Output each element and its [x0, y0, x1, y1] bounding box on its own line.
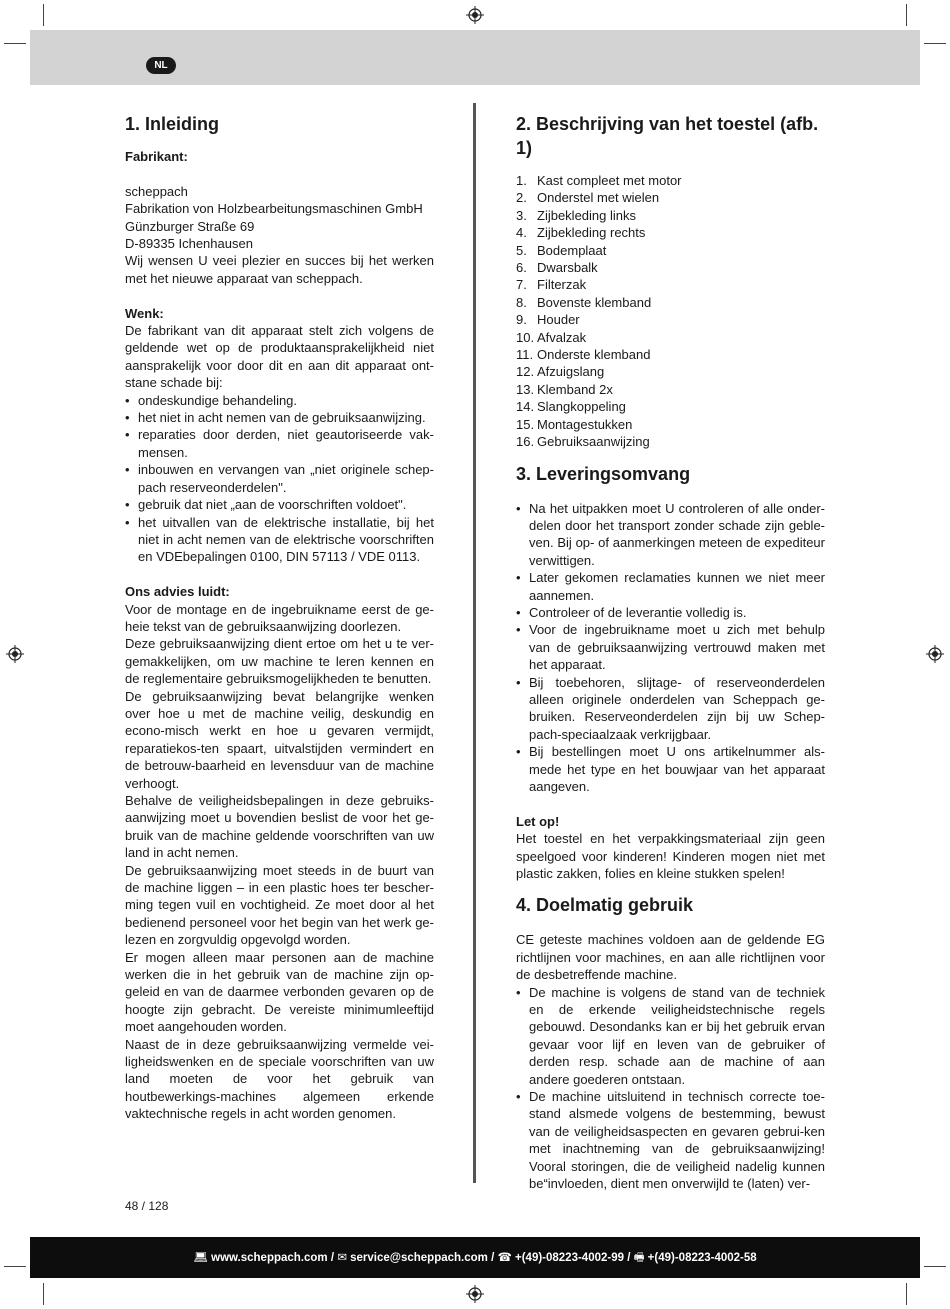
section-2-figure-ref: (afb. 1) [516, 114, 819, 158]
item-text: Zijbekleding rechts [537, 225, 646, 241]
list-item [516, 329, 825, 346]
item-number: 8. [516, 294, 527, 310]
item-text: Onderste klemband [537, 347, 651, 363]
mail-icon: ✉︎ [337, 1252, 347, 1264]
attention-text: Het toestel en het verpakkingsmateriaal zijn geen speelgoed voor kinderen! Kinderen mogen niet met plastic zakken, folies en kleine stukken spelen! [516, 831, 825, 882]
list-item: • ondeskundige behandeling. [125, 392, 434, 409]
separator: / [487, 1252, 498, 1264]
item-number: 11. [516, 347, 534, 363]
registration-mark-icon [926, 645, 944, 663]
right-column [516, 112, 825, 1193]
list-item: • Voor de ingebruikname moet u zich met behulp van de gebruiksaanwijzing vertrouwd maken met het apparaat. [516, 621, 825, 673]
item-number: 13. [516, 381, 535, 397]
phone-number: +(49)-08223-4002-99 [515, 1252, 625, 1264]
attention-label: Let op! [516, 813, 560, 829]
liability-list [125, 392, 434, 566]
list-item: • gebruik dat niet „aan de voorschriften voldoet". [125, 496, 434, 513]
list-item [516, 346, 825, 363]
list-item: • De machine uitsluitend in technisch correcte toe-stand alsmede volgens de bestemming, bewust van de veiligheidsaspecten en gevaren gebrui-ken met inachtneming van de gebruiksaanwijzing! Vooral storingen, die de veiligheid nadelig kunnen be“invloeden, dient men onverwijld te (laten) ver- [516, 1088, 825, 1192]
list-item [516, 189, 825, 206]
item-text: Montagestukken [537, 416, 633, 432]
section-4-intro: CE geteste machines voldoen aan de geldende EG richtlijnen voor machines, en aan alle richtlijnen voor de desbetreffende machine. [516, 932, 825, 983]
left-column [125, 112, 434, 1123]
item-text: Dwarsbalk [537, 260, 598, 276]
list-item: • het niet in acht nemen van de gebruiksaanwijzing. [125, 409, 434, 426]
parts-list [516, 172, 825, 451]
registration-mark-icon [6, 645, 24, 663]
advice-paragraph: Er mogen alleen maar personen aan de machine werken die in het gebruik van de machine zijn op-geleid en van de daarmee verbonden gevaren op de hoogte zijn gebracht. De vereiste minimumleeftijd moet aangehouden worden. [125, 949, 434, 1035]
list-item: • Later gekomen reclamaties kunnen we niet meer aannemen. [516, 569, 825, 604]
crop-mark [924, 43, 946, 44]
item-number: 10. [516, 329, 535, 345]
item-text: Bovenste klemband [537, 294, 652, 310]
item-text: Filterzak [537, 277, 587, 293]
section-1-title: 1. Inleiding [125, 114, 220, 134]
note-label: Wenk: [125, 305, 164, 321]
list-item: • De machine is volgens de stand van de techniek en de erkende veiligheidstechnische regels gebouwd. Desondanks kan er bij het gebruik ervan gevaar voor lijf en leven van de gebruiker of derden resp. schade aan de machine of aan andere goederen ontstaan. [516, 984, 825, 1088]
page-number: 48 / 128 [125, 1199, 169, 1213]
list-item [516, 259, 825, 276]
list-item: • Na het uitpakken moet U controleren of alle onder-delen door het transport zonder schade zijn geble-ven. Bij op- of aanmerkingen meteen de expediteur verwittigen. [516, 500, 825, 570]
section-2-title [516, 112, 825, 160]
item-number: 16. [516, 434, 535, 450]
list-item: • het uitvallen van de elektrische installatie, bij het niet in acht nemen van de elektrische voorschriften en VDEbepalingen 0100, DIN 57113 / VDE 0113. [125, 514, 434, 566]
phone-icon: ☎ [497, 1252, 512, 1264]
list-item: • reparaties door derden, niet geautoriseerde vak-mensen. [125, 426, 434, 461]
advice-label: Ons advies luidt: [125, 584, 230, 600]
item-text: Bodemplaat [537, 242, 607, 258]
crop-mark [906, 4, 907, 26]
language-badge: NL [146, 57, 176, 74]
section-3-title: 3. Leveringsomvang [516, 463, 691, 484]
crop-mark [4, 1266, 26, 1267]
item-text: Klemband 2x [537, 381, 613, 397]
website-link[interactable]: www.scheppach.com [211, 1252, 328, 1264]
item-text: Zijbekleding links [537, 207, 636, 223]
item-text: Afzuigslang [537, 364, 605, 380]
manufacturer-label: Fabrikant: [125, 149, 188, 164]
list-item [516, 207, 825, 224]
item-number: 2. [516, 190, 527, 206]
section-4-title: 4. Doelmatig gebruik [516, 895, 694, 916]
crop-mark [906, 1283, 907, 1305]
item-text: Gebruiksaanwijzing [537, 434, 650, 450]
use-list [516, 984, 825, 1193]
item-number: 15. [516, 416, 535, 432]
separator: / [327, 1252, 338, 1264]
fax-number: +(49)-08223-4002-58 [647, 1252, 757, 1264]
advice-paragraph: De gebruiksaanwijzing moet steeds in de buurt van de machine liggen – in een plastic hoes ter bescher-ming tegen vuil en vochtigheid. Ze moet door al het bedienend personeel voor het begin van het werk ge-lezen en zorgvuldig opgevolgd worden. [125, 862, 434, 948]
footer-contact [30, 1250, 920, 1269]
manufacturer-address [125, 183, 434, 253]
address-line: Fabrikation von Holzbearbeitungsmaschinen GmbH [125, 201, 423, 217]
item-number: 5. [516, 242, 527, 258]
list-item [516, 294, 825, 311]
list-item: • Bij toebehoren, slijtage- of reserveonderdelen alleen originele onderdelen van Scheppach ge-bruiken. Reserveonderdelen zijn bij uw Schep-pach-speciaalzaak verkrijgbaar. [516, 674, 825, 744]
item-number: 7. [516, 277, 527, 293]
item-text: Kast compleet met motor [537, 173, 682, 188]
address-line: D-89335 Ichenhausen [125, 236, 253, 252]
item-number: 14. [516, 399, 535, 415]
list-item: • Bij bestellingen moet U ons artikelnummer als-mede het type en het bouwjaar van het apparaat aangeven. [516, 743, 825, 795]
advice-paragraph: Behalve de veiligheidsbepalingen in deze gebruiks-aanwijzing moet u bovendien beslist de voor het ge-bruik van de machine geldende voorschriften van uw land in acht nemen. [125, 792, 434, 861]
address-line: Günzburger Straße 69 [125, 218, 255, 234]
email-link[interactable]: service@scheppach.com [350, 1252, 488, 1264]
advice-paragraph: De gebruiksaanwijzing bevat belangrijke wenken over hoe u met de machine veilig, deskundig en econo-misch werkt en hoe u gevaren vermijdt, reparatiekos-ten spaart, uitvalstijden vermindert en de betrouw-baarheid en levensduur van de machine verhoogt. [125, 688, 434, 791]
computer-icon: 💻︎ [193, 1252, 208, 1264]
item-number: 4. [516, 225, 527, 241]
column-divider [473, 103, 476, 1183]
item-number: 1. [516, 173, 527, 188]
list-item [516, 224, 825, 241]
item-number: 9. [516, 312, 527, 328]
registration-mark-icon [466, 6, 484, 24]
list-item [516, 242, 825, 259]
crop-mark [4, 43, 26, 44]
advice-paragraph: Naast de in deze gebruiksaanwijzing vermelde vei-ligheidswenken en de speciale voorschriften van uw land moeten de voor het gebruik van houtbewerkings-machines algemeen erkende vaktechnische regels in acht worden genomen. [125, 1036, 434, 1122]
advice-paragraph: Voor de montage en de ingebruikname eerst de ge-heie tekst van de gebruiksaanwijzing doorlezen. [125, 601, 434, 634]
list-item [516, 398, 825, 415]
item-number: 12. [516, 364, 535, 380]
list-item [516, 311, 825, 328]
registration-mark-icon [466, 1285, 484, 1303]
item-number: 3. [516, 207, 527, 223]
delivery-list [516, 500, 825, 796]
section-2-title-main: 2. Beschrijving van het toestel [516, 114, 776, 134]
crop-mark [924, 1266, 946, 1267]
crop-mark [43, 4, 44, 26]
footer-bar [30, 1237, 920, 1278]
item-text: Houder [537, 312, 580, 328]
fax-icon: 🖷︎ [633, 1252, 645, 1264]
list-item [516, 363, 825, 380]
list-item: • inbouwen en vervangen van „niet originele schep-pach reserveonderdelen". [125, 461, 434, 496]
item-text: Onderstel met wielen [537, 190, 660, 206]
list-item [516, 381, 825, 398]
list-item [516, 416, 825, 433]
welcome-text: Wij wensen U veei plezier en succes bij het werken met het nieuwe apparaat van scheppach. [125, 253, 434, 286]
list-item: • Controleer of de leverantie volledig is. [516, 604, 825, 621]
address-line: scheppach [125, 183, 188, 199]
item-number: 6. [516, 260, 527, 276]
list-item [516, 433, 825, 450]
advice-paragraph: Deze gebruiksaanwijzing dient ertoe om het u te ver-gemakkelijken, om uw machine te leren kennen en de reglementaire gebruiksmogelijkheden te benutten. [125, 636, 434, 687]
list-item [516, 276, 825, 293]
separator: / [624, 1252, 634, 1264]
note-text: De fabrikant van dit apparaat stelt zich volgens de geldende wet op de produktaansprakelijkheid niet aansprakelijk voor door dit en aan dit apparaat ont-stane schade bij: [125, 323, 434, 391]
item-text: Slangkoppeling [537, 399, 626, 415]
list-item [516, 172, 825, 189]
item-text: Afvalzak [537, 329, 587, 345]
crop-mark [43, 1283, 44, 1305]
